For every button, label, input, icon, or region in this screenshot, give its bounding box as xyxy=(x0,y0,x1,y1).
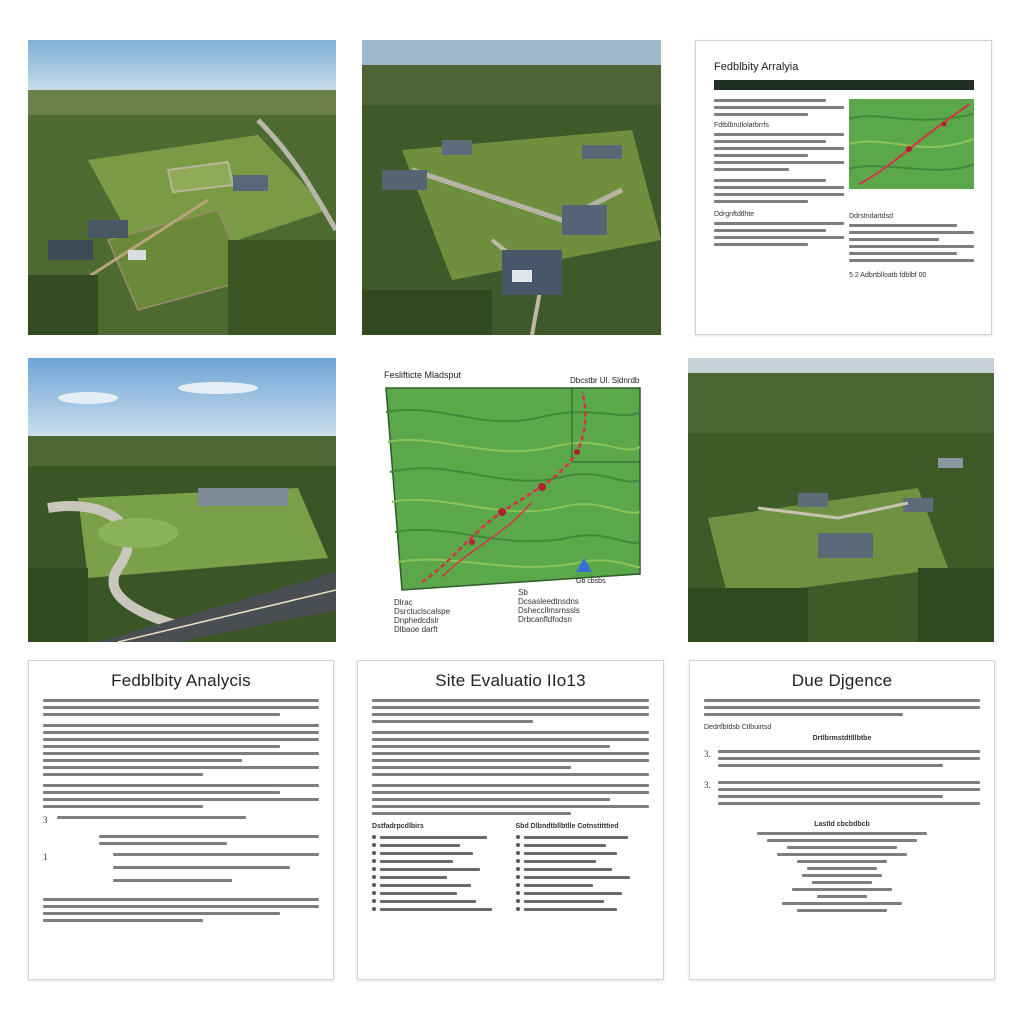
legend-item: Dcsasleedtnsdns xyxy=(518,597,579,606)
list-item xyxy=(516,875,650,879)
paragraph xyxy=(99,835,319,845)
list-item xyxy=(516,867,650,871)
text-line xyxy=(372,784,649,787)
text-line xyxy=(849,238,939,241)
text-line xyxy=(372,805,649,808)
report-section-heading: Fdtblbrutlolarbrrfs xyxy=(714,122,769,129)
text-line xyxy=(43,766,319,769)
item-number: 3. xyxy=(704,780,711,790)
list-item xyxy=(372,835,506,839)
document-title: Due Djgence xyxy=(791,671,893,690)
text-line xyxy=(714,161,844,164)
paragraph xyxy=(704,699,980,716)
text-line xyxy=(372,738,649,741)
text-line xyxy=(714,193,844,196)
text-line xyxy=(787,846,897,849)
text-line xyxy=(849,231,974,234)
report-section-heading: Ddrgnftdtlhte xyxy=(714,211,755,218)
text-line xyxy=(43,798,319,801)
item-number: 1 xyxy=(43,852,48,862)
text-line xyxy=(718,757,980,760)
text-line xyxy=(99,835,319,838)
map-scale-label: Gb cbsbs xyxy=(576,578,606,585)
text-line xyxy=(43,905,319,908)
text-line xyxy=(43,759,242,762)
text-line xyxy=(718,750,980,753)
map-legend-right xyxy=(518,588,580,624)
text-line xyxy=(718,788,980,791)
text-line xyxy=(714,99,826,102)
list-item xyxy=(372,859,506,863)
text-line xyxy=(99,842,227,845)
text-line xyxy=(372,773,649,776)
text-line xyxy=(817,895,867,898)
site-map-figure xyxy=(362,362,661,642)
paragraph xyxy=(372,699,649,723)
text-line xyxy=(849,259,974,262)
text-line xyxy=(718,781,980,784)
text-line xyxy=(372,791,649,794)
paragraph xyxy=(43,724,319,776)
report-side-heading: Ddrstndartdsd xyxy=(849,213,893,220)
text-line xyxy=(812,881,872,884)
list-item xyxy=(372,851,506,855)
list-item xyxy=(372,843,506,847)
paragraph xyxy=(43,699,319,716)
numbered-item xyxy=(43,853,319,886)
text-line xyxy=(43,791,280,794)
text-line xyxy=(43,738,319,741)
text-line xyxy=(714,106,844,109)
text-line xyxy=(718,802,980,805)
center-heading: Drtlbrmstdtlllbtbe xyxy=(812,735,872,742)
text-line xyxy=(43,912,280,915)
text-line xyxy=(43,805,203,808)
numbered-item xyxy=(704,750,980,771)
list-item xyxy=(516,907,650,911)
text-line xyxy=(57,816,246,819)
list-item xyxy=(372,875,506,879)
text-line xyxy=(372,759,649,762)
aerial-photo-facility-graphic xyxy=(362,40,661,335)
text-line xyxy=(797,909,887,912)
numbered-item xyxy=(43,816,319,825)
paragraph xyxy=(43,898,319,922)
text-line xyxy=(718,795,943,798)
document-title: Site Evaluatio IIo13 xyxy=(435,671,586,690)
text-line xyxy=(714,179,826,182)
list-item xyxy=(372,907,506,911)
paragraph xyxy=(372,731,649,776)
list-item xyxy=(516,843,650,847)
list-right xyxy=(516,823,650,915)
text-line xyxy=(714,154,808,157)
numbered-item xyxy=(704,781,980,809)
list-item xyxy=(516,899,650,903)
document-title: Fedblbity Analycis xyxy=(111,671,251,690)
feasibility-analysis-document xyxy=(28,660,334,980)
report-mini-map xyxy=(849,99,974,189)
centered-list xyxy=(690,832,994,912)
list-heading: Lastld cbcbdbcb xyxy=(814,821,870,828)
text-line xyxy=(714,140,826,143)
text-line xyxy=(714,133,844,136)
map-legend-left xyxy=(394,598,450,634)
feasibility-report-page xyxy=(695,40,992,335)
list-item xyxy=(372,867,506,871)
legend-item: Drbcanfldfodsn xyxy=(518,615,572,624)
text-line xyxy=(372,766,571,769)
text-line xyxy=(704,706,980,709)
list-left xyxy=(372,823,506,915)
text-line xyxy=(43,724,319,727)
text-line xyxy=(372,752,649,755)
text-line xyxy=(777,853,907,856)
text-line xyxy=(43,752,319,755)
text-line xyxy=(372,720,533,723)
list-item xyxy=(516,835,650,839)
text-line xyxy=(792,888,892,891)
text-line xyxy=(43,773,203,776)
report-mini-map-graphic xyxy=(849,99,974,189)
text-line xyxy=(43,898,319,901)
list-heading: Sbd Dlbndtbllbtlle Cotnstitttied xyxy=(515,823,619,830)
item-number: 3. xyxy=(704,749,711,759)
text-line xyxy=(714,147,844,150)
text-line xyxy=(718,764,943,767)
legend-item: Dsrctuclscalspe xyxy=(394,607,451,616)
text-line xyxy=(714,236,844,239)
legend-item: Dnphedcdslr xyxy=(394,616,439,625)
legend-item: Dlbaoe darft xyxy=(394,625,438,634)
text-line xyxy=(704,699,980,702)
legend-item: Dlrac xyxy=(394,598,413,607)
text-line xyxy=(714,186,844,189)
text-line xyxy=(849,252,957,255)
text-line xyxy=(372,706,649,709)
paragraph xyxy=(43,784,319,808)
text-line xyxy=(372,745,610,748)
text-line xyxy=(372,798,610,801)
list-item xyxy=(372,883,506,887)
text-line xyxy=(43,745,280,748)
text-line xyxy=(767,839,917,842)
text-line xyxy=(113,866,290,869)
list-item xyxy=(516,859,650,863)
legend-item: Sb xyxy=(518,588,528,597)
text-line xyxy=(714,229,826,232)
legend-item: Dsheccllmsrnssls xyxy=(518,606,580,615)
text-line xyxy=(43,706,319,709)
text-line xyxy=(704,713,903,716)
list-item xyxy=(372,891,506,895)
list-item xyxy=(516,883,650,887)
text-line xyxy=(372,731,649,734)
text-line xyxy=(372,699,649,702)
paragraph xyxy=(372,784,649,815)
text-line xyxy=(43,699,319,702)
text-line xyxy=(372,713,649,716)
two-column-lists xyxy=(372,823,649,915)
report-left-column xyxy=(714,99,844,250)
list-item xyxy=(372,899,506,903)
aerial-photo-campus xyxy=(28,40,336,335)
text-line xyxy=(714,168,789,171)
report-title: Fedblbity Arralyia xyxy=(714,61,799,73)
list-item xyxy=(516,891,650,895)
text-line xyxy=(372,812,571,815)
text-line xyxy=(849,245,974,248)
text-line xyxy=(802,874,882,877)
text-line xyxy=(714,243,808,246)
aerial-photo-facility xyxy=(362,40,661,335)
aerial-photo-campus-graphic xyxy=(28,40,336,335)
text-line xyxy=(43,713,280,716)
due-diligence-document xyxy=(689,660,995,980)
map-title: Feslifticte Mladsput xyxy=(384,370,462,380)
text-line xyxy=(807,867,877,870)
list-heading: Dstfadrpcdlbirs xyxy=(372,823,424,830)
text-line xyxy=(849,224,957,227)
text-line xyxy=(113,853,319,856)
aerial-photo-forest-site xyxy=(688,358,994,642)
text-line xyxy=(714,113,808,116)
report-right-column xyxy=(849,213,974,279)
text-line xyxy=(43,731,319,734)
text-line xyxy=(714,200,808,203)
aerial-photo-forest-site-graphic xyxy=(688,358,994,642)
text-line xyxy=(43,784,319,787)
aerial-photo-park-road xyxy=(28,358,336,642)
aerial-photo-park-road-graphic xyxy=(28,358,336,642)
text-line xyxy=(782,902,902,905)
text-line xyxy=(43,919,203,922)
sub-heading: Dedrtlbtdsb Ctlbuirtsd xyxy=(704,724,772,731)
text-line xyxy=(757,832,927,835)
item-number: 3 xyxy=(43,815,48,825)
text-line xyxy=(797,860,887,863)
list-item xyxy=(516,851,650,855)
text-line xyxy=(714,222,844,225)
text-line xyxy=(113,879,232,882)
report-side-footer: 5.2 Adbrtblloatb fdblbf 00 xyxy=(849,272,927,279)
report-header-bar xyxy=(714,80,974,90)
map-corner-label: Dbcstbr Ul. Sldnrdb xyxy=(570,376,640,385)
site-evaluation-document xyxy=(357,660,664,980)
